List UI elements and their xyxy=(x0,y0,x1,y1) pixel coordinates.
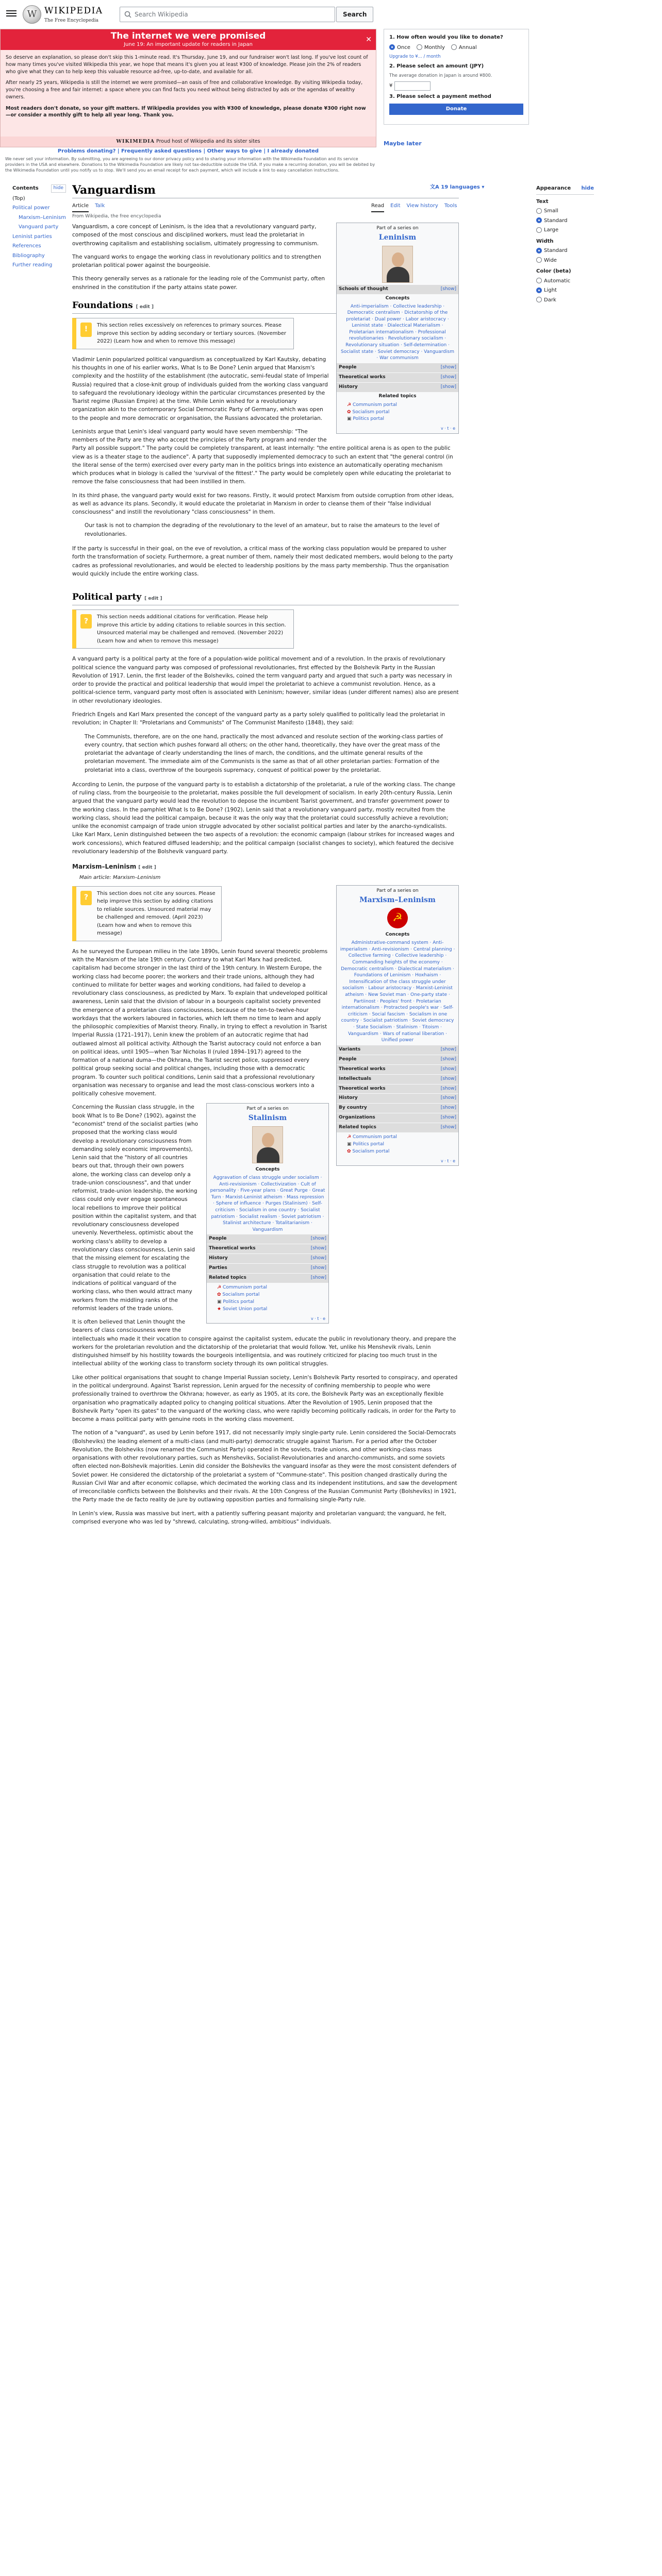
toc-item-vanguard-party[interactable]: Vanguard party xyxy=(19,224,59,230)
series-section-label: People xyxy=(339,364,357,370)
banner-footer-text: Proud host of Wikipedia and its sister sites xyxy=(156,139,260,144)
intro-paragraph: The vanguard works to engage the working class in revolutionary politics and to strengthen proletarian political power against the bourgeoisie. xyxy=(72,253,321,269)
series-concepts-label: Concepts xyxy=(385,295,410,301)
donate-frequency-question: 1. How often would you like to donate? xyxy=(389,35,503,40)
appearance-title: Appearance xyxy=(536,185,571,191)
notice-text: This section needs additional citations for verification. Please help improve this article by adding citations to reliable sources in this section. Unsourced material may be challenged and removed. (November 2022) (Learn how and when to remove this message) xyxy=(97,614,286,644)
series-related-list xyxy=(337,1132,458,1157)
donation-privacy-notice: We never sell your information. By submitting, you are agreeing to our donor privacy policy and to sharing your information with the Wikimedia Foundation and its service providers in the USA and elsewhere. Donations to the Wikimedia Foundation are likely not tax-deductible outside the USA. If you make a recurring donation, you will be debited by the Wikimedia Foundation until you notify us to stop. We'll send you an email receipt for each payment, which will include a link to easy cancellation instructions. xyxy=(5,157,375,173)
color-light-option[interactable]: Light xyxy=(536,286,594,295)
series-concepts-list[interactable]: Anti-imperialism · Collective leadership · Democratic centralism · Dictatorship of the proletariat · Dual power · Labor aristocracy · Leninist state · Dialectical Materialism · Proletarian internationalism · Professional revolutionaries · Revolutionary socialism · Revolutionary situation · Self-determination · Socialist state · Soviet democracy · Vanguardism · War communism xyxy=(341,303,454,361)
show-toggle[interactable]: [show] xyxy=(440,1046,456,1052)
namespace-tabs xyxy=(72,202,105,212)
intro-paragraph: This theory generally serves as a rationale for the leading role of the Communist party, often enshrined in the constitution if the party attains state power. xyxy=(72,276,325,291)
section-paragraph: Like other political organisations that sought to change Imperial Russian society, Lenin's Bolshevik Party resorted to conspiracy, and operated in the political underground. Against Tsarist repression, Lenin argued for the necessity of confining membership to people who were professionally trained to overthrow the Okhrana; however, as early as 1905, at its core, the Bolshevik Party was an exceptionally flexible organisation who pragmatically adapted policy to changing political situations. After the Revolution of 1905, Lenin proposed that the Bolshevik Party "open its gates" to the vanguard of the working class, who were rapidly becoming politically radicals, in order for the Party to become a mass political party with genuine roots in the working class movement. xyxy=(72,1374,458,1423)
series-section-label: Schools of thought xyxy=(339,286,388,292)
color-label: Color (beta) xyxy=(536,268,571,274)
donate-payment-question: 3. Please select a payment method xyxy=(389,93,491,99)
radio-icon xyxy=(536,217,542,223)
tab-view-history[interactable]: View history xyxy=(406,203,438,209)
vte-links[interactable]: v · t · e xyxy=(440,1159,455,1164)
freq-once-option[interactable]: Once xyxy=(389,44,410,52)
portal-link[interactable]: ▣ Politics portal xyxy=(347,416,384,422)
main-menu-icon[interactable] xyxy=(6,9,16,19)
leninism-series-box xyxy=(336,223,459,434)
ballot-icon: ▣ xyxy=(347,1142,352,1147)
language-count: 19 languages xyxy=(441,184,480,190)
show-toggle[interactable]: [show] xyxy=(310,1256,326,1261)
banner-paragraph: After nearly 25 years, Wikipedia is still the internet we were promised—an oasis of free and collaborative knowledge. By visiting Wikipedia today, you're choosing a free and fair internet: a space where you can find facts you need without being distracted by ads or the agendas of wealthy owners. xyxy=(6,80,363,100)
radio-icon xyxy=(417,44,422,50)
show-toggle[interactable]: [show] xyxy=(310,1236,326,1242)
page-title: Vanguardism xyxy=(72,183,156,197)
series-section-label: Variants xyxy=(339,1046,361,1052)
banner-body xyxy=(1,50,376,127)
portal-link[interactable]: ☭ Communism portal xyxy=(347,1134,397,1140)
portal-link[interactable]: ▣ Politics portal xyxy=(347,1142,384,1147)
show-toggle[interactable]: [show] xyxy=(440,1115,456,1121)
tab-read[interactable]: Read xyxy=(371,202,384,212)
marxism-leninism-series-box xyxy=(336,885,459,1166)
series-section-label: Related topics xyxy=(209,1275,246,1281)
search-placeholder: Search Wikipedia xyxy=(135,10,188,18)
series-section-label: People xyxy=(339,1056,357,1062)
wikipedia-logo[interactable] xyxy=(23,4,103,25)
section-paragraph: Concerning the Russian class struggle, in the book What Is to Be Done? (1902), against the "economist" trend of the socialist parties (who proposed that the working class would develop a revolutionary consciousness from demanding solely economic improvements), Lenin said that the "history of all countries bears out that, through their own powers alone, the working class can develop only a trade-union consciousness", and that under reformist, trade-union leadership, the working class could only ever engage spontaneous local rebellions to improve their political position within the capitalist system, and that revolutionary consciousness developed unevenly. Nevertheless, optimistic about the working class's ability to develop a revolutionary class consciousness, Lenin said that the missing element for escalating the class struggle to revolution was a political organisation that could relate to the indications of political vanguard of the working class, who then would attract many workers from the middling ranks of the reformist leaders of the trade unions. xyxy=(72,1104,198,1312)
radio-icon xyxy=(536,287,542,293)
show-toggle[interactable]: [show] xyxy=(440,1076,456,1081)
banner-paragraph: So deserve an explanation, so please don't skip this 1-minute read. It's Thursday, June 19, and our fundraiser won't last long. If you've lost count of how many times you've visited Wikipedia this year, we hope that means it's given you at least ¥300 of knowledge. Please join the 2% of readers who give what they can to help keep this valuable resource ad-free, up-to-date, and available for all. xyxy=(6,55,368,75)
show-toggle[interactable]: [show] xyxy=(440,1056,456,1062)
hammer-sickle-icon: ☭ xyxy=(217,1285,222,1291)
radio-icon xyxy=(536,278,542,283)
globe-icon: W xyxy=(23,5,41,24)
show-toggle[interactable]: [show] xyxy=(440,1125,456,1130)
portal-link[interactable]: ✿ Socialism portal xyxy=(347,409,390,415)
search-button[interactable]: Search xyxy=(336,7,373,22)
freq-monthly-option[interactable]: Monthly xyxy=(417,44,445,52)
toc-item-political-power[interactable]: Political power xyxy=(12,205,50,211)
notice-text: This section relies excessively on references to primary sources. Please improve this section by adding secondary or tertiary sources. (November 2022) (Learn how and when to remove this message) xyxy=(97,323,286,345)
search-icon xyxy=(124,11,131,18)
donate-amount-question: 2. Please select an amount (JPY) xyxy=(389,63,484,70)
series-section-label: Theoretical works xyxy=(339,1066,386,1072)
series-section-label: Intellectuals xyxy=(339,1076,371,1081)
blockquote: The Communists, therefore, are on the one hand, practically the most advanced and resolute section of the working-class parties of every country, that section which pushes forward all others; on the other hand, theoretically, they have over the great mass of the proletariat the advantage of clearly understanding the lines of march, the conditions, and the ultimate general results of the proletarian movement. The immediate aim of the Communists is the same as that of all other proletarian parties: Formation of the proletariat into a class, overthrow of the bourgeois supremacy, conquest of political power by the proletariat. xyxy=(85,733,443,773)
currency-label: ¥ xyxy=(389,83,393,89)
edit-section-link[interactable]: [ edit ] xyxy=(144,596,162,602)
hammer-sickle-icon: ☭ xyxy=(387,908,408,928)
blockquote: Our task is not to champion the degrading of the revolutionary to the level of an amateur, but to raise the amateurs to the level of revolutionaries. xyxy=(85,522,440,537)
logo-wordmark: WIKIPEDIA xyxy=(44,6,103,16)
section-paragraph: In Lenin's view, Russia was massive but inert, with a patiently suffering peasant majority and proletarian vanguard; the vanguard, he felt, comprised everyone who was led by "shrewd, calculating, strong-willed, ambitious" individuals. xyxy=(72,1510,446,1525)
toc-item-leninist-parties[interactable]: Leninist parties xyxy=(12,233,52,240)
radio-icon xyxy=(451,44,457,50)
radio-icon xyxy=(536,248,542,253)
portal-link[interactable]: ☭ Communism portal xyxy=(347,402,397,408)
radio-icon xyxy=(536,257,542,263)
series-section-label: People xyxy=(209,1236,227,1242)
section-paragraph: In its third phase, the vanguard party would exist for two reasons. Firstly, it would protect Marxism from outside corruption from other ideas, as well as advance its plans. Secondly, it would educate the proletariat in Marxism in order to cleanse them of their "false individual consciousness" and instill the revolutionary "class consciousness" in them. xyxy=(72,492,454,516)
section-paragraph: If the party is successful in their goal, on the eve of revolution, a critical mass of the working class population would be prepared to usher forth the transformation of society. Furthermore, a great number of them, namely their most dedicated members, would belong to the party cadres as professional revolutionaries, and would be elected to leadership positions by the mass party membership. Thus the organisation would quickly include the entire working class. xyxy=(72,546,453,577)
warning-icon: ! xyxy=(80,323,92,337)
show-toggle[interactable]: [show] xyxy=(440,1095,456,1101)
donate-average-note: The average donation in Japan is around ¥800. xyxy=(389,73,492,78)
portal-link[interactable]: ✿ Socialism portal xyxy=(217,1292,260,1298)
section-heading-political-party: Political party [ edit ] xyxy=(72,590,459,605)
show-toggle[interactable]: [show] xyxy=(440,1105,456,1111)
series-partof: Part of a series on xyxy=(376,226,419,231)
fundraising-banner xyxy=(0,29,376,147)
lenin-portrait[interactable] xyxy=(382,246,413,283)
warning-icon: ? xyxy=(80,891,92,905)
stalinism-series-box xyxy=(206,1103,329,1324)
unsourced-notice xyxy=(72,886,222,941)
rose-icon: ✿ xyxy=(347,409,351,415)
maybe-later-link[interactable]: Maybe later xyxy=(384,140,422,147)
main-article-hatnote[interactable]: Main article: Marxism–Leninism xyxy=(79,875,161,881)
series-concepts-list[interactable]: Aggravation of class struggle under socialism · Anti-revisionism · Collectivization · Cult of personality · Five-year plans · Great Purge · Great Turn · Marxist-Leninist atheism · Mass repression · Sphere of influence · Purges (Stalinism) · Self-criticism · Socialism in one country · Socialist patriotism · Socialist realism · Soviet patriotism · Stalinist architecture · Totalitarianism · Vanguardism xyxy=(210,1175,325,1232)
show-toggle[interactable]: [show] xyxy=(440,374,456,380)
series-section-label: Theoretical works xyxy=(209,1246,256,1251)
series-partof: Part of a series on xyxy=(246,1106,289,1112)
show-toggle[interactable]: [show] xyxy=(310,1275,326,1281)
translate-icon: 文A xyxy=(430,184,439,190)
banner-header xyxy=(1,29,376,50)
toc-item-bibliography[interactable]: Bibliography xyxy=(12,252,45,259)
portal-link[interactable]: ☭ Communism portal xyxy=(217,1285,267,1291)
toc-hide-button[interactable]: hide xyxy=(51,184,66,193)
section-paragraph: The notion of a "vanguard", as used by Lenin before 1917, did not necessarily imply single-party rule. Lenin considered the Social-Democrats (Bolsheviks) the leading element of a multi-class (and multi-party) democratic struggle against Tsarism. For a period after the October Revolution, the Bolsheviks (now renamed the Communist Party) operated in the soviets, trade unions, and other working-class mass organisations with other revolutionary parties, such as Mensheviks, Socialist-Revolutionaries and anarcho-communists, and some soviets often elected non-Bolshevik majorities. Lenin did consider the Bolsheviks the vanguard insofar as they were the most consistent defenders of Soviet power. He considered the dictatorship of the proletariat a system of "Commune-state". This position changed drastically during the Russian Civil War and after economic collapse, which decimated the working class and its independent institutions, and saw the development of irreconcilable conflicts between the Bolsheviks and their rivals. At the 10th Congress of the Russian Communist Party (Bolsheviks) in 1921, the Party made the de facto reality de jure by outlawing opposition parties and formalising single-Party rule. xyxy=(72,1430,457,1503)
ballot-icon: ▣ xyxy=(347,416,352,422)
radio-icon xyxy=(389,44,395,50)
portal-link[interactable]: ▣ Politics portal xyxy=(217,1299,254,1304)
donate-panel xyxy=(384,29,529,125)
width-label: Width xyxy=(536,238,554,244)
hammer-sickle-icon: ☭ xyxy=(347,402,352,408)
toc-item-top[interactable]: (Top) xyxy=(12,195,25,201)
section-paragraph: A vanguard party is a political party at the fore of a population-wide political movement and of a revolution. In the praxis of revolutionary political science the vanguard party was composed of professional revolutionaries, first effected by the Bolshevik Party in the Russian Revolution of 1917. Lenin, the first leader of the Bolsheviks, coined the term vanguard party and argued that such a party was necessary in order to provide the practical and political leadership that would impel the proletariat to achieve a communist revolution. Hence, as a political-science term, vanguard party most often is associated with Leninism; however, similar ideas (under different names) also are present in other revolutionary ideologies. xyxy=(72,656,459,704)
appearance-panel xyxy=(536,184,594,306)
width-wide-option[interactable]: Wide xyxy=(536,257,594,265)
tab-tools[interactable]: Tools xyxy=(444,203,457,209)
series-concepts-label: Concepts xyxy=(385,932,410,938)
show-toggle[interactable]: [show] xyxy=(440,364,456,370)
view-tabs xyxy=(371,202,457,212)
radio-icon xyxy=(536,297,542,302)
series-concepts-list[interactable]: Administrative-command system · Anti-imperialism · Anti-revisionism · Central planning · Collective farming · Collective leadership · Commanding heights of the economy · Democratic centralism · Dialectical materialism · Foundations of Leninism · Hoxhaism · Intensification of the class struggle under socialism · Labour aristocracy · Marxist-Leninist atheism · New Soviet man · One-party state · Partiinost · Peoples' front · Proletarian internationalism · Protracted people's war · Self-criticism · Social fascism · Socialism in one country · Socialist patriotism · Soviet democracy · State Socialism · Stalinism · Titoism · Vanguardism · Wars of national liberation · Unified power xyxy=(340,940,455,1043)
tab-edit[interactable]: Edit xyxy=(390,203,401,209)
toc-item-further-reading[interactable]: Further reading xyxy=(12,262,53,268)
chevron-down-icon: ▾ xyxy=(482,184,485,190)
width-standard-option[interactable]: Standard xyxy=(536,247,594,255)
series-concepts-label: Concepts xyxy=(255,1167,280,1173)
text-large-option[interactable]: Large xyxy=(536,226,594,234)
wikimedia-wordmark: WIKIMEDIA xyxy=(116,139,155,144)
series-related-list xyxy=(337,400,458,425)
warning-icon: ? xyxy=(80,614,92,629)
rose-icon: ✿ xyxy=(217,1292,221,1298)
section-heading-foundations: Foundations [ edit ] xyxy=(72,299,459,314)
series-related-label: Related topics xyxy=(378,393,417,399)
series-section-label: Parties xyxy=(209,1265,227,1271)
site-header xyxy=(0,0,662,29)
text-small-option[interactable]: Small xyxy=(536,207,594,215)
banner-paragraph: Most readers don't donate, so your gift matters. If Wikipedia provides you with ¥300 of knowledge, please donate ¥300 right now—or consider a monthly gift to help all year long. Thank you. xyxy=(6,105,366,118)
soviet-flag-icon: ★ xyxy=(217,1306,222,1312)
radio-icon xyxy=(536,227,542,233)
radio-icon xyxy=(536,208,542,214)
series-partof: Part of a series on xyxy=(376,888,419,893)
series-section-label: History xyxy=(339,1095,358,1101)
toc-item-references[interactable]: References xyxy=(12,243,41,249)
text-standard-option[interactable]: Standard xyxy=(536,217,594,225)
edit-section-link[interactable]: [ edit ] xyxy=(138,865,156,871)
series-section-label: By country xyxy=(339,1105,367,1111)
section-paragraph: Vladimir Lenin popularized political vanguardism as conceptualized by Karl Kautsky, debating his thoughts in one of his earlier works, What Is to Be Done? Lenin argued that Marxism's complexity and the hostility of the establishment (the autocratic, semi-feudal state of Imperial Russia) required that a close-knit group of individuals guided from the working class vanguard to safeguard the revolutionary ideology within the particular circumstances presented by the Tsarist regime (Russian Empire) at the time. While Lenin wished for a revolutionary organization akin to the contemporary Social Democratic Party of Germany, which was open to the people and more democratic or organisation, the Russians advocated the proletarian. xyxy=(72,356,329,421)
table-of-contents xyxy=(12,184,66,271)
section-paragraph: It is often believed that Lenin thought the bearers of class consciousness were the intellectuals who made it their vocation to conspire against the capitalist system, educate the public in revolutionary theory, and prepare the workers for the proletarian revolution and the dictatorship of the proletariat that would follow. Yet, unlike his Menshevik rivals, Lenin distinguished himself by his hostility towards the bourgeois intelligentsia, and was routinely criticized for placing too much trust in the intellectual ability of the working class to transform society through its own political struggles. xyxy=(72,1319,456,1367)
upgrade-monthly-link[interactable]: Upgrade to ¥... / month xyxy=(389,54,441,59)
tab-talk[interactable]: Talk xyxy=(95,203,105,209)
toc-title: Contents xyxy=(12,185,39,192)
portal-link[interactable]: ★ Soviet Union portal xyxy=(217,1306,268,1312)
show-toggle[interactable]: [show] xyxy=(310,1246,326,1251)
intro-paragraph: Vanguardism, a core concept of Leninism, is the idea that a revolutionary vanguard party, composed of the most conscious and disciplined workers, must lead the proletariat in overthrowing capitalism and establishing socialism, ultimately progressing to communism. xyxy=(72,224,319,247)
show-toggle[interactable]: [show] xyxy=(440,1066,456,1072)
section-paragraph: As he surveyed the European milieu in the late 1890s, Lenin found several theoretic problems with the Marxism of the late 19th century. Contrary to what Karl Marx had predicted, capitalism had become stronger in the last third of the 19th century. In Western Europe, the working class had become poorer; the workers and their trade unions, although they had continued to militate for better wages and working conditions, had failed to develop a revolutionary class consciousness, as predicted by Marx. To explain that undeveloped political awareness, Lenin said that the division of labour in a bourgeois capitalist society prevented the emergence of a proletarian class consciousness, because of the ten-to-twelve-hour workdays that the workers laboured in factories, which left them no time to learn and apply the philosophic complexities of Marxist theory. Finally, in trying to effect a revolution in Tsarist Imperial Russia (1721–1917), Lenin knew the problem of an autocratic regime that had outlawed almost all political activity. Although the Tsarist autocracy could not enforce a ban on political ideas, until 1905—when Tsar Nicholas II (ruled 1894–1917) agreed to the formation of a national duma—the Okhrana, the Tsarist secret police, suppressed every political group seeking social and political changes, including those with a democratic program. To counter such political conditions, Lenin said that a professional revolutionary organisation was necessary to organise and lead the most class-conscious workers into a politically cohesive movement. xyxy=(72,948,328,1097)
donation-help-links[interactable]: Problems donating? | Frequently asked questions | Other ways to give | I already donated xyxy=(57,148,319,154)
series-title[interactable]: Marxism–Leninism xyxy=(359,895,436,904)
portal-link[interactable]: ✿ Socialism portal xyxy=(347,1149,390,1155)
series-section-label: Theoretical works xyxy=(339,374,386,380)
page-tagline: From Wikipedia, the free encyclopedia xyxy=(72,214,161,219)
show-toggle[interactable]: [show] xyxy=(440,384,456,389)
series-related-list xyxy=(207,1283,328,1315)
series-section-label: History xyxy=(209,1256,228,1261)
series-section-label: Related topics xyxy=(339,1125,376,1130)
vte-links[interactable]: v · t · e xyxy=(310,1316,325,1321)
banner-footer xyxy=(1,137,376,147)
show-toggle[interactable]: [show] xyxy=(440,1086,456,1091)
show-toggle[interactable]: [show] xyxy=(440,286,456,292)
ballot-icon: ▣ xyxy=(217,1299,222,1304)
color-dark-option[interactable]: Dark xyxy=(536,296,594,304)
series-title[interactable]: Stalinism xyxy=(248,1114,287,1123)
section-paragraph: Friedrich Engels and Karl Marx presented the concept of the vanguard party as a party solely qualified to politically lead the proletariat in revolution; in Chapter II: "Proletarians and Communists" of The Communist Manifesto (1848), they said: xyxy=(72,711,445,726)
article-body xyxy=(72,223,459,1531)
appearance-hide-button[interactable]: hide xyxy=(581,185,594,191)
donate-button[interactable]: Donate xyxy=(389,104,523,115)
edit-section-link[interactable]: [ edit ] xyxy=(136,304,154,310)
subsection-heading-marxism-leninism: Marxism–Leninism [ edit ] xyxy=(72,863,156,871)
color-automatic-option[interactable]: Automatic xyxy=(536,277,594,285)
banner-title: The internet we were promised xyxy=(110,31,266,41)
show-toggle[interactable]: [show] xyxy=(310,1265,326,1271)
amount-input[interactable] xyxy=(394,81,431,91)
tab-article[interactable]: Article xyxy=(72,202,89,212)
series-section-label: History xyxy=(339,384,358,389)
rose-icon: ✿ xyxy=(347,1149,351,1155)
text-size-label: Text xyxy=(536,198,549,205)
search-input[interactable] xyxy=(120,7,335,22)
section-paragraph: Leninists argue that Lenin's ideal vanguard party would have seven membership: "The members of the Party are they who accept the principles of the Party program and render the Party all possible support." The party could be completely transparent, at least internally: "the entire political arena is as open to the public view as is a theater stage to the audience". A party that supposedly implemented democracy to such an extent that "the general control (in the literal sense of the term) exercised over every party man in the politics brings into existence an automatically operating mechanism which produces what in biology is called the 'survival of the fittest'." The party would be completely open while educating the proletariat to remove the false consciousness that had been instilled in them. xyxy=(72,428,453,485)
banner-subtitle: June 19: An important update for readers in Japan xyxy=(124,42,253,47)
citations-needed-notice xyxy=(72,609,294,649)
series-section-label: Organizations xyxy=(339,1115,375,1121)
notice-text: This section does not cite any sources. Please help improve this section by adding citations to reliable sources. Unsourced material may be challenged and removed. (April 2023) (Learn how and when to remove this message) xyxy=(97,890,216,937)
series-title[interactable]: Leninism xyxy=(378,233,417,242)
toc-item-marxism-leninism[interactable]: Marxism–Leninism xyxy=(19,214,66,221)
vte-links[interactable]: v · t · e xyxy=(440,426,455,431)
language-button[interactable] xyxy=(430,183,484,192)
section-paragraph: According to Lenin, the purpose of the vanguard party is to establish a dictatorship of the proletariat, a rule of the working class. The change of ruling class, from the bourgeoisie to the proletariat, makes possible the full development of socialism. In early 20th-century Russia, Lenin argued that the vanguard party would lead the revolution to depose the incumbent Tsarist government, and transfer government power to the working class. In the pamphlet What Is to Be Done? (1902), Lenin said that a revolutionary vanguard party, mostly recruited from the working class, should lead the political campaign, because it was the only way that the proletariat could successfully achieve a revolution; unlike the economist campaign of trade union struggle advocated by other socialist political parties and later by the anarcho-syndicalists. Like Karl Marx, Lenin distinguished between the two aspects of a revolution: the economic campaign (labour strikes for increased wages and work concessions), which featured diffused leadership; and the political campaign (socialist changes to society), which featured the decisive revolutionary leadership of the Bolshevik vanguard party. xyxy=(72,781,456,855)
hammer-sickle-icon: ☭ xyxy=(347,1134,352,1140)
close-icon[interactable]: ✕ xyxy=(366,36,372,44)
logo-tagline: The Free Encyclopedia xyxy=(44,18,98,24)
stalin-portrait[interactable] xyxy=(252,1126,283,1163)
freq-annual-option[interactable]: Annual xyxy=(451,44,477,52)
primary-sources-notice xyxy=(72,318,294,349)
series-section-label: Theoretical works xyxy=(339,1086,386,1091)
